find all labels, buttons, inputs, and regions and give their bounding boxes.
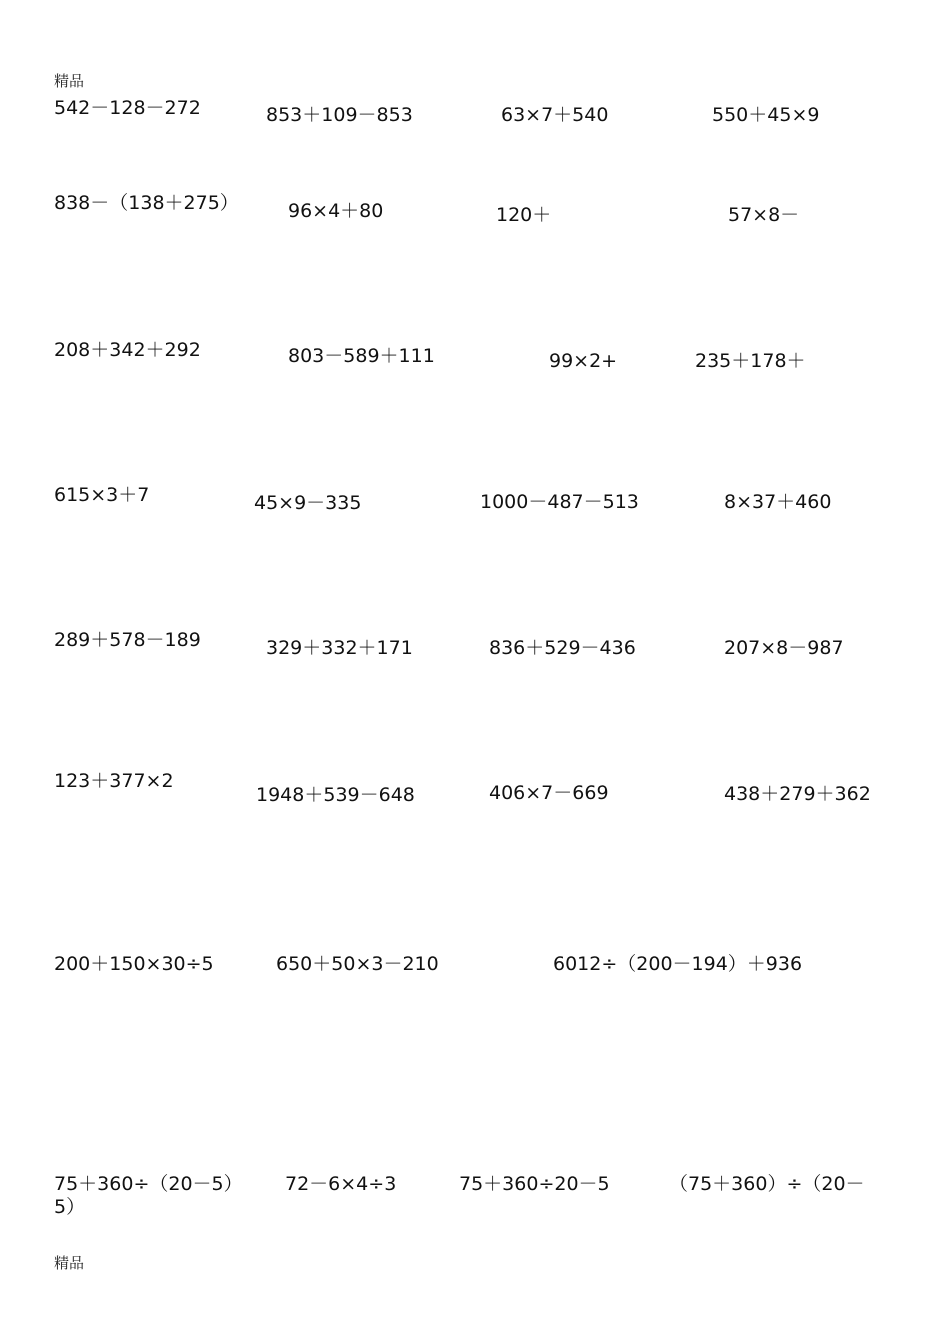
problem-5-3: 836＋529－436 xyxy=(489,637,636,659)
problem-4-3: 1000－487－513 xyxy=(480,491,639,513)
problem-4-2: 45×9－335 xyxy=(254,492,362,514)
problem-2-2: 96×4＋80 xyxy=(288,200,384,222)
problem-1-3: 63×7＋540 xyxy=(501,104,609,126)
problem-6-2: 1948＋539－648 xyxy=(256,784,415,806)
problem-4-1: 615×3＋7 xyxy=(54,484,150,506)
problem-2-4: 57×8－ xyxy=(728,204,800,226)
problem-6-1: 123＋377×2 xyxy=(54,770,174,792)
problem-5-1: 289＋578－189 xyxy=(54,629,201,651)
problem-2-1: 838－（138＋275） xyxy=(54,192,239,214)
problem-7-3: 6012÷（200－194）＋936 xyxy=(553,953,803,975)
problem-1-4: 550＋45×9 xyxy=(712,104,820,126)
problem-8-4: （75＋360）÷（20－ xyxy=(669,1173,865,1195)
problem-3-1: 208＋342＋292 xyxy=(54,339,201,361)
problem-6-4: 438＋279＋362 xyxy=(724,783,871,805)
problem-4-4: 8×37＋460 xyxy=(724,491,832,513)
problem-2-3: 120＋ xyxy=(496,204,552,226)
problem-6-3: 406×7－669 xyxy=(489,782,609,804)
problem-8-1-continued: 5） xyxy=(54,1196,86,1218)
footer-mark: 精品 xyxy=(54,1254,85,1272)
problem-1-1: 542－128－272 xyxy=(54,97,201,119)
problem-7-1: 200＋150×30÷5 xyxy=(54,953,214,975)
problem-3-2: 803－589＋111 xyxy=(288,345,435,367)
problem-8-1: 75＋360÷（20－5） xyxy=(54,1173,243,1195)
problem-7-2: 650＋50×3－210 xyxy=(276,953,439,975)
problem-5-2: 329＋332＋171 xyxy=(266,637,413,659)
problem-1-2: 853＋109－853 xyxy=(266,104,413,126)
problem-3-3: 99×2+ xyxy=(549,350,618,372)
problem-8-2: 72－6×4÷3 xyxy=(285,1173,397,1195)
header-mark: 精品 xyxy=(54,72,85,90)
problem-3-4: 235＋178＋ xyxy=(695,350,806,372)
problem-5-4: 207×8－987 xyxy=(724,637,844,659)
problem-8-3: 75＋360÷20－5 xyxy=(459,1173,610,1195)
